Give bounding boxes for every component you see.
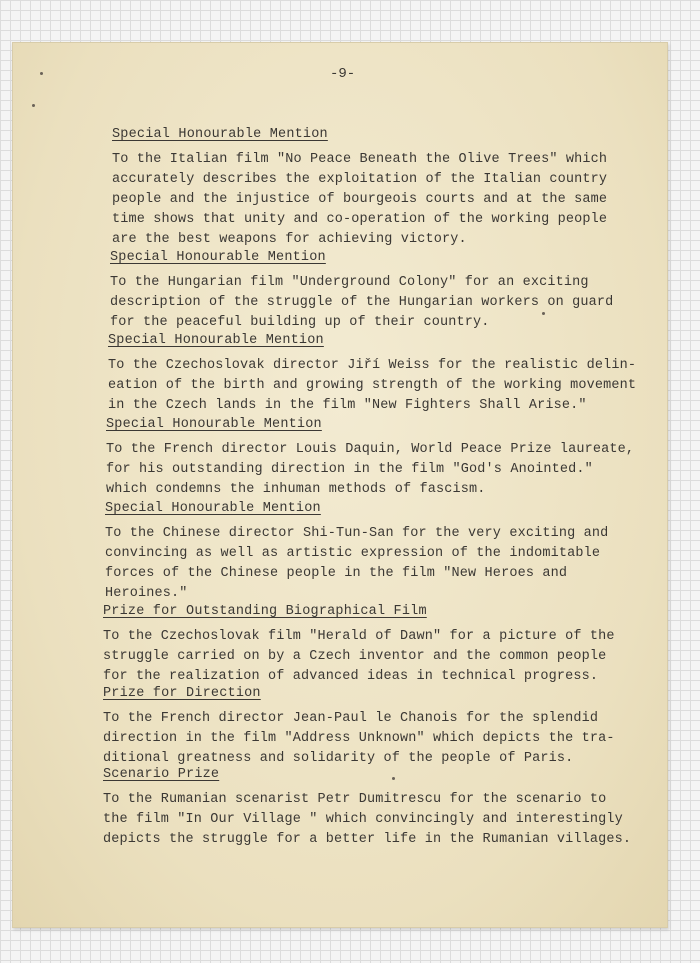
text-line: depicts the struggle for a better life in the Rumanian villages. <box>103 832 632 847</box>
text-line: which condemns the inhuman methods of fascism. <box>106 482 486 497</box>
award-heading: Special Honourable Mention <box>106 417 322 432</box>
award-heading: Special Honourable Mention <box>110 250 326 265</box>
award-section <box>103 766 631 850</box>
award-heading: Scenario Prize <box>103 767 220 782</box>
text-line: To the Chinese director Shi-Tun-San for the very exciting and <box>105 526 609 541</box>
text-line: To the French director Louis Daquin, World Peace Prize laureate, <box>106 442 635 457</box>
page-number: -9- <box>330 66 356 82</box>
award-section <box>108 332 636 416</box>
award-section <box>112 126 607 250</box>
award-section <box>103 685 615 769</box>
ink-speck <box>40 72 43 75</box>
award-heading: Special Honourable Mention <box>108 333 324 348</box>
text-line: for his outstanding direction in the film "God's Anointed." <box>106 462 593 477</box>
text-line: for the peaceful building up of their country. <box>110 315 490 330</box>
text-line: forces of the Chinese people in the film "New Heroes and <box>105 566 568 581</box>
text-line: people and the injustice of bourgeois courts and at the same <box>112 192 608 207</box>
text-line: description of the struggle of the Hungarian workers on guard <box>110 295 614 310</box>
text-line: are the best weapons for achieving victory. <box>112 232 467 247</box>
text-line: To the Czechoslovak director Jiří Weiss for the realistic delin- <box>108 358 637 373</box>
award-heading: Special Honourable Mention <box>105 501 321 516</box>
award-section <box>103 603 615 687</box>
text-line: To the Rumanian scenarist Petr Dumitrescu for the scenario to <box>103 792 607 807</box>
text-line: time shows that unity and co-operation of the working people <box>112 212 608 227</box>
text-line: direction in the film "Address Unknown" which depicts the tra- <box>103 731 615 746</box>
text-line: struggle carried on by a Czech inventor and the common people <box>103 649 607 664</box>
award-section <box>105 500 608 604</box>
text-line: To the Hungarian film "Underground Colony" for an exciting <box>110 275 589 290</box>
award-heading: Special Honourable Mention <box>112 127 328 142</box>
text-line: convincing as well as artistic expression of the indomitable <box>105 546 601 561</box>
award-heading: Prize for Direction <box>103 686 261 701</box>
award-section <box>110 249 613 333</box>
text-line: accurately describes the exploitation of the Italian country <box>112 172 608 187</box>
text-line: the film "In Our Village " which convincingly and interestingly <box>103 812 623 827</box>
text-line: To the French director Jean-Paul le Chanois for the splendid <box>103 711 599 726</box>
ink-speck <box>32 104 35 107</box>
text-line: To the Italian film "No Peace Beneath the Olive Trees" which <box>112 152 608 167</box>
text-line: ditional greatness and solidarity of the people of Paris. <box>103 751 574 766</box>
text-line: in the Czech lands in the film "New Fighters Shall Arise." <box>108 398 587 413</box>
text-line: for the realization of advanced ideas in technical progress. <box>103 669 599 684</box>
award-heading: Prize for Outstanding Biographical Film <box>103 604 427 619</box>
text-line: To the Czechoslovak film "Herald of Dawn" for a picture of the <box>103 629 615 644</box>
award-section <box>106 416 634 500</box>
text-line: Heroines." <box>105 586 188 601</box>
text-line: eation of the birth and growing strength of the working movement <box>108 378 637 393</box>
